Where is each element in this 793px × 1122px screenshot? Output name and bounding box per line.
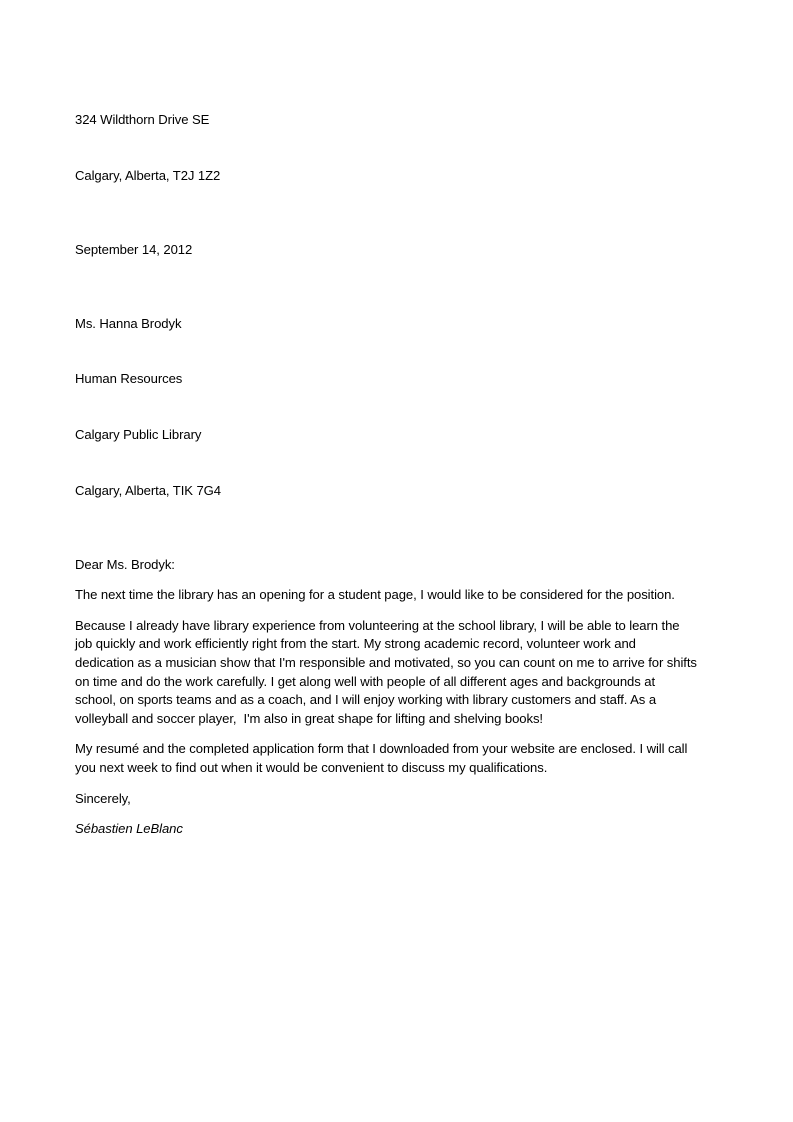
closing: Sincerely,: [75, 790, 131, 806]
body-paragraph-3: My resumé and the completed application form that I downloaded from your website are enclosed. I will call you next week to find out when it would be convenient to discuss my qualifications.: [75, 741, 691, 775]
letter-date: September 14, 2012: [75, 241, 193, 257]
recipient-name: Ms. Hanna Brodyk: [75, 315, 182, 331]
body-paragraph-2: Because I already have library experience from volunteering at the school library, I will be able to learn the job quickly and work efficiently right from the start. My strong academic record, volunteer work and dedication as a musician show that I'm responsible and motivated, so you can count on me to arrive for shifts on time and do the work carefully. I get along well with people of all different ages and backgrounds at school, on sports teams and as a coach, and I will enjoy working with library customers and staff. As a volleyball and soccer player, I'm also in great shape for lifting and shelving books!: [75, 617, 701, 726]
letter-body: [75, 74, 701, 839]
recipient-department: Human Resources: [75, 371, 183, 387]
recipient-organization: Calgary Public Library: [75, 427, 202, 443]
recipient-city-line: Calgary, Alberta, TIK 7G4: [75, 482, 221, 498]
body-paragraph-1: The next time the library has an opening for a student page, I would like to be considered for the position.: [75, 587, 675, 603]
sender-address-line: 324 Wildthorn Drive SE: [75, 112, 210, 128]
signature: Sébastien LeBlanc: [75, 821, 183, 837]
salutation: Dear Ms. Brodyk:: [75, 556, 175, 572]
recipient-address: [75, 277, 697, 537]
sender-address-line: Calgary, Alberta, T2J 1Z2: [75, 167, 221, 183]
sender-address: [75, 74, 697, 223]
